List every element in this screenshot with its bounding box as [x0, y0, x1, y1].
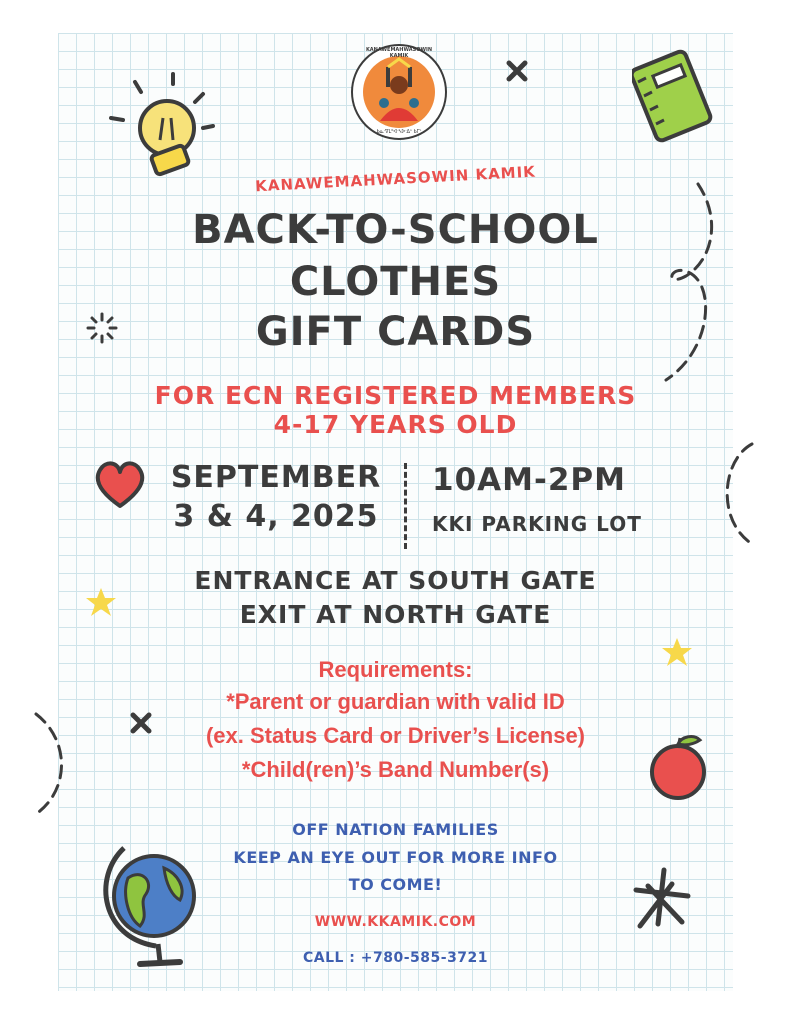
logo-ring-text: KANAWEMAHWASOWIN KAMIK: [365, 47, 433, 59]
event-location: KKI PARKING LOT: [432, 512, 642, 536]
exit-info: EXIT AT NORTH GATE: [239, 600, 552, 629]
event-divider: [404, 463, 407, 549]
title-line-2: CLOTHES: [289, 259, 502, 305]
requirements-heading: Requirements:: [318, 657, 473, 682]
off-nation-line-1: OFF NATION FAMILIES: [292, 820, 499, 839]
eligibility-line-1: FOR ECN REGISTERED MEMBERS: [154, 381, 637, 410]
lightbulb-icon: [105, 70, 215, 190]
logo-syllabics: ᑲᓇᐧᐁᒪᐦᐊᐧᓴᐅᐧᐃᐣ ᑲᒥᐠ: [376, 129, 422, 135]
organization-name: KANAWEMAHWASOWIN KAMIK: [254, 162, 537, 196]
phone-number: CALL : +780-585-3721: [302, 950, 489, 966]
title-line-3: GIFT CARDS: [255, 309, 536, 355]
requirement-item-3: *Child(ren)’s Band Number(s): [241, 757, 550, 782]
event-time: 10AM-2PM: [432, 462, 626, 498]
eligibility-line-2: 4-17 YEARS OLD: [273, 410, 518, 439]
off-nation-line-3: TO COME!: [348, 875, 443, 894]
off-nation-line-2: KEEP AN EYE OUT FOR MORE INFO: [233, 848, 558, 867]
title-line-1: BACK-TO-SCHOOL: [192, 207, 599, 253]
event-date-line-2: 3 & 4, 2025: [173, 499, 379, 534]
requirement-item-1: *Parent or guardian with valid ID: [226, 689, 565, 714]
requirement-item-2: (ex. Status Card or Driver’s License): [205, 723, 586, 748]
organization-logo: [350, 43, 448, 141]
entrance-info: ENTRANCE AT SOUTH GATE: [194, 566, 597, 595]
notebook-icon: [632, 48, 724, 148]
heart-icon: [92, 456, 148, 512]
event-date-line-1: SEPTEMBER: [170, 460, 382, 495]
cross-mark-icon: [504, 58, 530, 84]
dashed-arc-icon: [716, 440, 756, 550]
website-link[interactable]: WWW.KKAMIK.COM: [314, 914, 477, 930]
